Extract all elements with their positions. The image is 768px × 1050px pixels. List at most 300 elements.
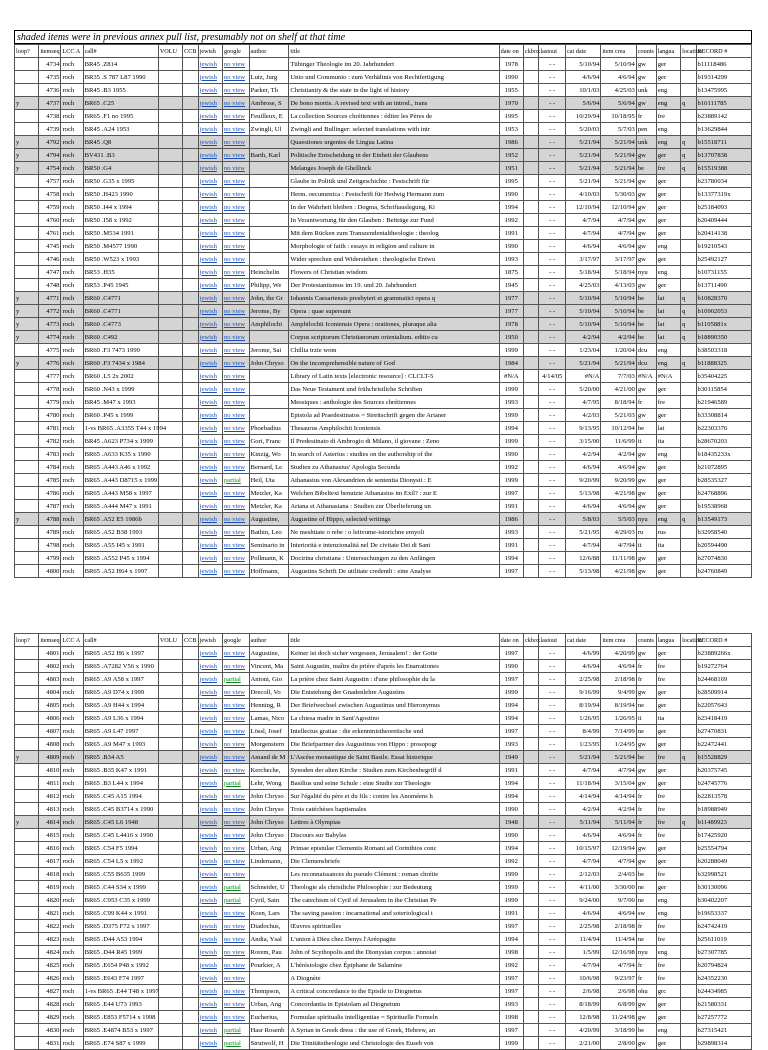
google-view-link-text[interactable]: no view [224, 281, 246, 289]
date-cell: 1990 [499, 71, 523, 84]
jewish-link-text[interactable]: jewish [199, 649, 217, 657]
google-view-link-text[interactable]: partial [224, 883, 241, 891]
jewish-link-text[interactable]: jewish [199, 883, 217, 891]
jewish-link-text[interactable]: jewish [199, 554, 217, 562]
jewish-link[interactable] [198, 933, 222, 946]
jewish-link-text[interactable]: jewish [199, 60, 217, 68]
google-view-link-text[interactable]: no view [224, 164, 246, 172]
jewish-link-text[interactable]: jewish [199, 281, 217, 289]
google-view-link[interactable] [223, 487, 250, 500]
jewish-link[interactable] [198, 201, 222, 214]
google-view-link-text[interactable]: no view [224, 502, 246, 510]
jewish-link-text[interactable]: jewish [199, 229, 217, 237]
jewish-link-text[interactable]: jewish [199, 489, 217, 497]
google-view-link-text[interactable]: partial [224, 476, 241, 484]
jewish-link-text[interactable]: jewish [199, 203, 217, 211]
jewish-link-text[interactable]: jewish [199, 1000, 217, 1008]
jewish-link[interactable] [198, 383, 222, 396]
jewish-link-text[interactable]: jewish [199, 727, 217, 735]
jewish-link[interactable] [198, 552, 222, 565]
jewish-link[interactable] [198, 738, 222, 751]
jewish-link-text[interactable]: jewish [199, 515, 217, 523]
jewish-link-text[interactable]: jewish [199, 190, 217, 198]
jewish-link[interactable] [198, 803, 222, 816]
jewish-link[interactable] [198, 764, 222, 777]
google-view-link-text[interactable]: no view [224, 333, 246, 341]
google-view-link-text[interactable]: no view [224, 398, 246, 406]
google-view-link-text[interactable]: no view [224, 255, 246, 263]
jewish-link-text[interactable]: jewish [199, 216, 217, 224]
jewish-link[interactable] [198, 699, 222, 712]
jewish-link[interactable] [198, 985, 222, 998]
jewish-link[interactable] [198, 751, 222, 764]
google-view-link[interactable] [223, 175, 250, 188]
jewish-link[interactable] [198, 409, 222, 422]
google-view-link[interactable] [223, 829, 250, 842]
jewish-link-text[interactable]: jewish [199, 1026, 217, 1034]
jewish-link[interactable] [198, 829, 222, 842]
google-view-link-text[interactable]: no view [224, 935, 246, 943]
jewish-link-text[interactable]: jewish [199, 528, 217, 536]
record-number-cell: b23780034 [696, 175, 751, 188]
jewish-link[interactable] [198, 816, 222, 829]
google-view-link[interactable] [223, 699, 250, 712]
google-view-link-text[interactable]: no view [224, 294, 246, 302]
jewish-link-text[interactable]: jewish [199, 701, 217, 709]
google-view-link[interactable] [223, 998, 250, 1011]
google-view-link[interactable] [223, 227, 250, 240]
google-view-link[interactable] [223, 331, 250, 344]
jewish-link-text[interactable]: jewish [199, 437, 217, 445]
google-view-link-text[interactable]: no view [224, 320, 246, 328]
jewish-link-text[interactable]: jewish [199, 294, 217, 302]
google-view-link-text[interactable]: no view [224, 515, 246, 523]
google-view-link[interactable] [223, 842, 250, 855]
jewish-link[interactable] [198, 344, 222, 357]
jewish-link-text[interactable]: jewish [199, 242, 217, 250]
jewish-link[interactable] [198, 920, 222, 933]
jewish-link[interactable] [198, 500, 222, 513]
jewish-link[interactable] [198, 907, 222, 920]
google-view-link[interactable] [223, 461, 250, 474]
google-view-link-text[interactable]: no view [224, 688, 246, 696]
jewish-link-text[interactable]: jewish [199, 818, 217, 826]
google-view-link[interactable] [223, 907, 250, 920]
google-view-link[interactable] [223, 881, 250, 894]
jewish-link-text[interactable]: jewish [199, 805, 217, 813]
google-view-link[interactable] [223, 647, 250, 660]
jewish-link-text[interactable]: jewish [199, 424, 217, 432]
jewish-link-text[interactable]: jewish [199, 320, 217, 328]
jewish-link-text[interactable]: jewish [199, 831, 217, 839]
google-view-link[interactable] [223, 1037, 250, 1050]
jewish-link[interactable] [198, 777, 222, 790]
jewish-link[interactable] [198, 305, 222, 318]
jewish-link-text[interactable]: jewish [199, 151, 217, 159]
google-view-link-text[interactable]: no view [224, 99, 246, 107]
jewish-link[interactable] [198, 292, 222, 305]
google-view-link-text[interactable]: no view [224, 974, 246, 982]
jewish-link-text[interactable]: jewish [199, 961, 217, 969]
google-view-link[interactable] [223, 344, 250, 357]
google-view-link-text[interactable]: no view [224, 1000, 246, 1008]
google-view-link[interactable] [223, 946, 250, 959]
google-view-link-text[interactable]: no view [224, 818, 246, 826]
jewish-link-text[interactable]: jewish [199, 922, 217, 930]
call-number-cell: BR65 .A9 M47 x 1993 [83, 738, 158, 751]
google-view-link-text[interactable]: partial [224, 675, 241, 683]
google-view-link[interactable] [223, 894, 250, 907]
google-view-link-text[interactable]: no view [224, 372, 246, 380]
google-view-link-text[interactable]: no view [224, 138, 246, 146]
google-view-link-text[interactable]: partial [224, 896, 241, 904]
google-view-link-text[interactable]: no view [224, 489, 246, 497]
google-view-link-text[interactable]: no view [224, 701, 246, 709]
google-view-link-text[interactable]: no view [224, 463, 246, 471]
google-view-link[interactable] [223, 214, 250, 227]
jewish-link[interactable] [198, 565, 222, 578]
jewish-link[interactable] [198, 214, 222, 227]
google-view-link-text[interactable]: no view [224, 177, 246, 185]
jewish-link[interactable] [198, 175, 222, 188]
jewish-link-text[interactable]: jewish [199, 766, 217, 774]
google-view-link[interactable] [223, 201, 250, 214]
jewish-link[interactable] [198, 868, 222, 881]
google-view-link-text[interactable]: no view [224, 125, 246, 133]
google-view-link-text[interactable]: no view [224, 567, 246, 575]
jewish-link-text[interactable]: jewish [199, 268, 217, 276]
google-view-link[interactable] [223, 1011, 250, 1024]
jewish-link[interactable] [198, 647, 222, 660]
jewish-link-text[interactable]: jewish [199, 372, 217, 380]
google-view-link-text[interactable]: no view [224, 766, 246, 774]
google-view-link-text[interactable]: no view [224, 792, 246, 800]
google-view-link[interactable] [223, 448, 250, 461]
jewish-link[interactable] [198, 539, 222, 552]
google-view-link[interactable] [223, 97, 250, 110]
jewish-link-text[interactable]: jewish [199, 333, 217, 341]
jewish-link-text[interactable]: jewish [199, 177, 217, 185]
jewish-link[interactable] [198, 946, 222, 959]
jewish-link[interactable] [198, 487, 222, 500]
location-cell: q [681, 97, 696, 110]
jewish-link-text[interactable]: jewish [199, 99, 217, 107]
google-view-link[interactable] [223, 959, 250, 972]
google-view-link-text[interactable]: no view [224, 831, 246, 839]
google-view-link[interactable] [223, 123, 250, 136]
jewish-link[interactable] [198, 660, 222, 673]
google-view-link-text[interactable]: no view [224, 216, 246, 224]
google-view-link-text[interactable]: no view [224, 411, 246, 419]
jewish-link[interactable] [198, 461, 222, 474]
jewish-link-text[interactable]: jewish [199, 463, 217, 471]
google-view-link-text[interactable]: no view [224, 740, 246, 748]
google-view-link-text[interactable]: no view [224, 268, 246, 276]
jewish-link[interactable] [198, 474, 222, 487]
google-view-link[interactable] [223, 552, 250, 565]
jewish-link[interactable] [198, 370, 222, 383]
google-view-link-text[interactable]: no view [224, 870, 246, 878]
google-view-link[interactable] [223, 500, 250, 513]
google-view-link-text[interactable]: no view [224, 961, 246, 969]
jewish-link-text[interactable]: jewish [199, 688, 217, 696]
jewish-link-text[interactable]: jewish [199, 411, 217, 419]
google-view-link[interactable] [223, 162, 250, 175]
jewish-link-text[interactable]: jewish [199, 138, 217, 146]
google-view-link[interactable] [223, 816, 250, 829]
google-view-link[interactable] [223, 712, 250, 725]
google-view-link[interactable] [223, 266, 250, 279]
jewish-link[interactable] [198, 240, 222, 253]
jewish-link[interactable] [198, 279, 222, 292]
jewish-link[interactable] [198, 123, 222, 136]
google-view-link-text[interactable]: no view [224, 727, 246, 735]
google-view-link-text[interactable]: no view [224, 346, 246, 354]
google-view-link[interactable] [223, 868, 250, 881]
jewish-link[interactable] [198, 513, 222, 526]
jewish-link-text[interactable]: jewish [199, 870, 217, 878]
google-view-link[interactable] [223, 673, 250, 686]
google-view-link[interactable] [223, 149, 250, 162]
google-view-link-text[interactable]: no view [224, 844, 246, 852]
google-view-link-text[interactable]: no view [224, 60, 246, 68]
google-view-link[interactable] [223, 136, 250, 149]
google-view-link[interactable] [223, 474, 250, 487]
jewish-link[interactable] [198, 673, 222, 686]
jewish-link[interactable] [198, 448, 222, 461]
jewish-link-text[interactable]: jewish [199, 935, 217, 943]
record-number-cell: b19653337 [696, 907, 751, 920]
google-view-link-text[interactable]: no view [224, 229, 246, 237]
itemseq-cell: 4782 [39, 435, 61, 448]
jewish-link-text[interactable]: jewish [199, 385, 217, 393]
google-view-link[interactable] [223, 751, 250, 764]
jewish-link[interactable] [198, 422, 222, 435]
loop-cell [15, 842, 39, 855]
google-view-link-text[interactable]: no view [224, 359, 246, 367]
google-view-link[interactable] [223, 725, 250, 738]
jewish-link[interactable] [198, 526, 222, 539]
jewish-link[interactable] [198, 894, 222, 907]
jewish-link-text[interactable]: jewish [199, 1039, 217, 1047]
jewish-link[interactable] [198, 1024, 222, 1037]
google-view-link[interactable] [223, 790, 250, 803]
jewish-link[interactable] [198, 58, 222, 71]
jewish-link[interactable] [198, 881, 222, 894]
google-view-link[interactable] [223, 58, 250, 71]
jewish-link-text[interactable]: jewish [199, 164, 217, 172]
google-view-link[interactable] [223, 526, 250, 539]
google-view-link[interactable] [223, 565, 250, 578]
google-view-link[interactable] [223, 855, 250, 868]
jewish-link[interactable] [198, 998, 222, 1011]
jewish-link[interactable] [198, 1037, 222, 1050]
jewish-link[interactable] [198, 396, 222, 409]
jewish-link[interactable] [198, 1011, 222, 1024]
jewish-link-text[interactable]: jewish [199, 398, 217, 406]
call-number-cell: BR65 .D44 R45 1999 [83, 946, 158, 959]
jewish-link[interactable] [198, 435, 222, 448]
google-view-link-text[interactable]: no view [224, 151, 246, 159]
jewish-link[interactable] [198, 686, 222, 699]
jewish-link-text[interactable]: jewish [199, 541, 217, 549]
google-view-link[interactable] [223, 764, 250, 777]
item-created-cell: 2/18/98 [601, 673, 636, 686]
google-view-link-text[interactable]: no view [224, 307, 246, 315]
jewish-link[interactable] [198, 842, 222, 855]
google-view-link[interactable] [223, 110, 250, 123]
google-view-link[interactable] [223, 188, 250, 201]
google-view-link-text[interactable]: no view [224, 424, 246, 432]
google-view-link-text[interactable]: no view [224, 948, 246, 956]
google-view-link-text[interactable]: no view [224, 112, 246, 120]
google-view-link-text[interactable]: no view [224, 714, 246, 722]
language-cell: fre [656, 673, 680, 686]
google-view-link-text[interactable]: no view [224, 662, 246, 670]
google-view-link-text[interactable]: no view [224, 987, 246, 995]
google-view-link[interactable] [223, 738, 250, 751]
jewish-link-text[interactable]: jewish [199, 476, 217, 484]
google-view-link[interactable] [223, 240, 250, 253]
jewish-link-text[interactable]: jewish [199, 909, 217, 917]
google-view-link[interactable] [223, 422, 250, 435]
jewish-link-text[interactable]: jewish [199, 753, 217, 761]
jewish-link-text[interactable]: jewish [199, 740, 217, 748]
google-view-link[interactable] [223, 972, 250, 985]
google-view-link-text[interactable]: partial [224, 1026, 241, 1034]
jewish-link-text[interactable]: jewish [199, 73, 217, 81]
jewish-link-text[interactable]: jewish [199, 567, 217, 575]
date-cell: 1986 [499, 136, 523, 149]
google-view-link-text[interactable]: no view [224, 1013, 246, 1021]
google-view-link[interactable] [223, 292, 250, 305]
google-view-link[interactable] [223, 279, 250, 292]
jewish-link[interactable] [198, 959, 222, 972]
jewish-link[interactable] [198, 712, 222, 725]
jewish-link-text[interactable]: jewish [199, 857, 217, 865]
google-view-link-text[interactable]: no view [224, 554, 246, 562]
google-view-link[interactable] [223, 985, 250, 998]
google-view-link-text[interactable]: no view [224, 242, 246, 250]
google-view-link-text[interactable]: no view [224, 528, 246, 536]
google-view-link-text[interactable]: no view [224, 857, 246, 865]
jewish-link[interactable] [198, 357, 222, 370]
google-view-link-text[interactable]: no view [224, 649, 246, 657]
google-view-link-text[interactable]: partial [224, 779, 241, 787]
google-view-link-text[interactable]: no view [224, 73, 246, 81]
jewish-link-text[interactable]: jewish [199, 844, 217, 852]
google-view-link[interactable] [223, 660, 250, 673]
google-view-link-text[interactable]: no view [224, 922, 246, 930]
jewish-link-text[interactable]: jewish [199, 675, 217, 683]
jewish-link-text[interactable]: jewish [199, 450, 217, 458]
google-view-link[interactable] [223, 383, 250, 396]
jewish-link-text[interactable]: jewish [199, 86, 217, 94]
google-view-link[interactable] [223, 777, 250, 790]
google-view-link[interactable] [223, 1024, 250, 1037]
google-view-link[interactable] [223, 71, 250, 84]
google-view-link-text[interactable]: no view [224, 203, 246, 211]
google-view-link[interactable] [223, 435, 250, 448]
google-view-link-text[interactable]: no view [224, 450, 246, 458]
google-view-link-text[interactable]: no view [224, 86, 246, 94]
google-view-link[interactable] [223, 933, 250, 946]
jewish-link-text[interactable]: jewish [199, 112, 217, 120]
google-view-link[interactable] [223, 84, 250, 97]
jewish-link-text[interactable]: jewish [199, 502, 217, 510]
google-view-link-text[interactable]: no view [224, 805, 246, 813]
jewish-link[interactable] [198, 855, 222, 868]
jewish-link-text[interactable]: jewish [199, 359, 217, 367]
google-view-link[interactable] [223, 409, 250, 422]
jewish-link[interactable] [198, 972, 222, 985]
jewish-link-text[interactable]: jewish [199, 125, 217, 133]
jewish-link-text[interactable]: jewish [199, 255, 217, 263]
google-view-link-text[interactable]: no view [224, 385, 246, 393]
jewish-link[interactable] [198, 97, 222, 110]
language-cell: ger [656, 253, 680, 266]
jewish-link[interactable] [198, 84, 222, 97]
google-view-link[interactable] [223, 686, 250, 699]
jewish-link-text[interactable]: jewish [199, 346, 217, 354]
jewish-link[interactable] [198, 136, 222, 149]
country-cell: gw [636, 58, 656, 71]
jewish-link-text[interactable]: jewish [199, 1013, 217, 1021]
loop-cell [15, 71, 39, 84]
jewish-link[interactable] [198, 266, 222, 279]
google-view-link[interactable] [223, 357, 250, 370]
google-view-link[interactable] [223, 539, 250, 552]
jewish-link[interactable] [198, 725, 222, 738]
jewish-link[interactable] [198, 318, 222, 331]
jewish-link-text[interactable]: jewish [199, 307, 217, 315]
jewish-link[interactable] [198, 110, 222, 123]
jewish-link[interactable] [198, 71, 222, 84]
google-view-link[interactable] [223, 513, 250, 526]
google-view-link[interactable] [223, 318, 250, 331]
google-view-link-text[interactable]: no view [224, 190, 246, 198]
google-view-link[interactable] [223, 396, 250, 409]
google-view-link-text[interactable]: partial [224, 1039, 241, 1047]
jewish-link[interactable] [198, 790, 222, 803]
google-view-link[interactable] [223, 253, 250, 266]
jewish-link[interactable] [198, 227, 222, 240]
google-view-link[interactable] [223, 803, 250, 816]
google-view-link[interactable] [223, 370, 250, 383]
jewish-link-text[interactable]: jewish [199, 779, 217, 787]
jewish-link[interactable] [198, 188, 222, 201]
google-view-link-text[interactable]: no view [224, 909, 246, 917]
jewish-link[interactable] [198, 253, 222, 266]
lastout-cell: - - [539, 318, 566, 331]
jewish-link-text[interactable]: jewish [199, 662, 217, 670]
jewish-link-text[interactable]: jewish [199, 948, 217, 956]
jewish-link-text[interactable]: jewish [199, 987, 217, 995]
jewish-link-text[interactable]: jewish [199, 974, 217, 982]
google-view-link-text[interactable]: no view [224, 437, 246, 445]
google-view-link-text[interactable]: no view [224, 753, 246, 761]
jewish-link[interactable] [198, 162, 222, 175]
google-view-link-text[interactable]: no view [224, 541, 246, 549]
jewish-link-text[interactable]: jewish [199, 714, 217, 722]
volume-cell [158, 435, 182, 448]
google-view-link[interactable] [223, 920, 250, 933]
jewish-link[interactable] [198, 149, 222, 162]
google-view-link[interactable] [223, 305, 250, 318]
jewish-link-text[interactable]: jewish [199, 792, 217, 800]
jewish-link-text[interactable]: jewish [199, 896, 217, 904]
jewish-link[interactable] [198, 331, 222, 344]
